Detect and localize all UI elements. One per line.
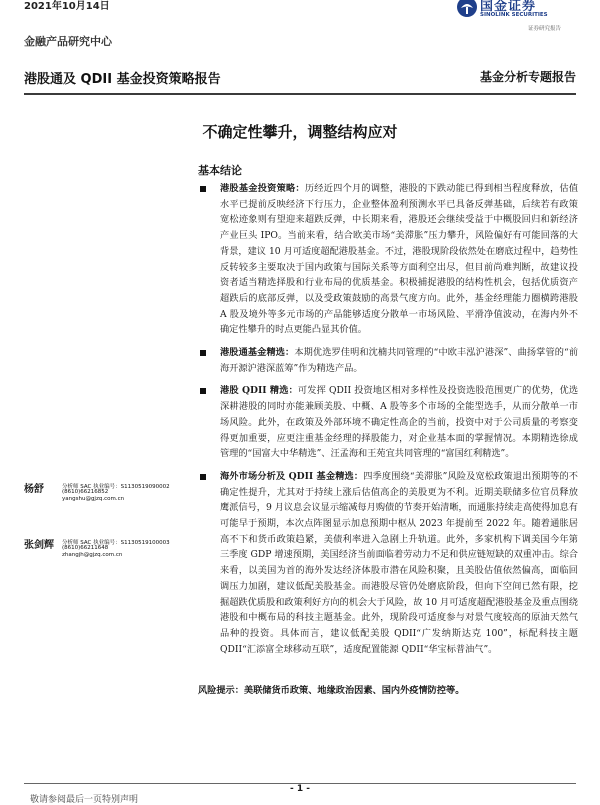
conclusion-body — [198, 181, 578, 664]
paragraph-title: 海外市场分析及 QDII 基金精选： — [220, 470, 364, 482]
analyst-email[interactable]: yangshu@gjzq.com.cn — [62, 496, 125, 502]
paragraph-title: 港股基金投资策略： — [220, 183, 305, 194]
conclusion-paragraph — [198, 181, 578, 338]
analyst-card — [24, 480, 194, 520]
header-divider — [24, 93, 576, 95]
company-logo — [456, 0, 580, 36]
analyst-email[interactable]: zhangjh@gjzq.com.cn — [62, 552, 123, 558]
conclusion-paragraph — [198, 469, 578, 657]
paragraph-text: 可发挥 QDII 投资地区相对多样性及投资选股范围更广的优势，优选深耕港股的同时亦能兼顾美股、中概、A 股等多个市场的全能型选手，从而分散单一市场风险。此外，在政策及外部环境不确定性高企的当前，投资中对于公司质量的考察变得更加重要，应更注重基金经理的择股能力，对企业基本面的掌握情况。本期精选徐成管理的“国富大中华精选”、汪孟海和王苑宜共同管理的“富国红利精选”。 — [220, 385, 579, 460]
logo-cn-text: 国金证券 — [480, 0, 537, 14]
paragraph-title: 港股通基金精选： — [220, 347, 295, 359]
analyst-title: 分析师 SAC 执业编号：S1130519090002 — [62, 484, 170, 490]
research-center: 金融产品研究中心 — [24, 35, 112, 48]
logo-en-text: SINOLINK SECURITIES — [480, 12, 548, 18]
risk-text: 美联储货币政策、地缘政治因素、国内外疫情防控等。 — [243, 685, 465, 696]
logo-mark-icon — [456, 0, 478, 18]
paragraph-text: 四季度围绕“美滞胀”风险及宽松政策退出预期等的不确定性提升，尤其对于持续上涨后估值高企的美股更为不利。近期美联储多位官员释放鹰派信号，9 月议息会议显示缩减每月购债的节奏开始清晰，而通胀持续走高使得加息有可能早于预期，本次点阵图显示加息预期中枢从 2023 年提前至 2022 年。随着通胀居高不下和货币政策趋紧，美债利率进入急剧上升轨道。此外，多家机构下调美国今年第三季度 GDP 增速预期，美国经济当前面临着劳动力不足和供应链短缺的双重冲击。综合来看，以美国为首的海外发达经济体股市潜在风险积聚，且美股估值依然偏高，面临回调压力加剧，建议低配美股基金。而港股尽管仍处磨底阶段，但向下空间已然有限，挖掘超跌优质股和政策利好方向的机会大于风险，故 10 月可适度超配港股基金及重点围绕港股和中概布局的科技主题基金。此外，现阶段可适度参与对景气度较高的原油天然气品种的投资。具体而言，建议低配美股 QDII“广发纳斯达克 100”，标配科技主题 QDII“汇添富全球移动互联”，适度配置能源 QDII“华宝标普油气”。 — [220, 470, 578, 655]
square-bullet-icon — [200, 388, 206, 394]
paragraph-title: 港股 QDII 精选： — [220, 385, 298, 397]
logo-subtitle: 证券研究报告 — [528, 26, 562, 32]
report-series-title: 港股通及 QDII 基金投资策略报告 — [24, 72, 221, 87]
square-bullet-icon — [200, 350, 206, 356]
main-title: 不确定性攀升，调整结构应对 — [202, 123, 398, 141]
square-bullet-icon — [200, 186, 206, 192]
risk-label: 风险提示： — [198, 685, 244, 696]
analyst-card — [24, 536, 194, 576]
footer-disclaimer: 敬请参阅最后一页特别声明 — [30, 795, 139, 805]
section-heading: 基本结论 — [198, 164, 242, 177]
report-type: 基金分析专题报告 — [479, 70, 576, 84]
conclusion-paragraph — [198, 345, 578, 376]
risk-warning — [198, 682, 464, 696]
paragraph-text: 本期优选罗佳明和沈楠共同管理的“中欧丰泓沪港深”、曲扬掌管的“前海开源沪港深蓝筹”作为精选产品。 — [220, 347, 579, 374]
analyst-title: 分析师 SAC 执业编号：S1130519100003 — [62, 540, 170, 546]
paragraph-text: 历经近四个月的调整，港股的下跌动能已得到相当程度释放，估值水平已提前反映经济下行压力，企业整体盈利预测水平已具备反弹基础，后续若有政策宽松迹象则有望迎来超跌反弹，中长期来看，港股还会继续受益于中概股回归和新经济产业巨头 IPO。当前来看，结合欧美市场“美滞胀”压力攀升，风险偏好有可能回落的大背景，建议 10 月可适度超配港股基金。不过，港股现阶段依然处在磨底过程中，趋势性反转较多主要取决于国内政策与国际关系等方面利空出尽，但目前尚难判断，故建议投资者适当精选择股和行业布局的优质基金。积极捕捉港股的结构性机会，包括优质资产超跌后的底部反弹，以及受政策鼓励的高景气度方向。此外，基金经理能力圈横跨港股 A 股及境外等多元市场的产品能够适度分散单一市场风险、平滑净值波动，在海内外不确定性攀升的时点更能凸显其价值。 — [220, 183, 579, 336]
analyst-phone: (8610)66211648 — [62, 545, 109, 551]
report-date: 2021年10月14日 — [24, 1, 110, 12]
analyst-name: 张剑辉 — [24, 540, 54, 551]
analyst-phone: (8610)66216852 — [62, 489, 109, 495]
conclusion-paragraph — [198, 383, 578, 462]
page-number: - 1 - — [290, 784, 310, 794]
analyst-name: 杨舒 — [24, 484, 44, 495]
square-bullet-icon — [200, 474, 206, 480]
